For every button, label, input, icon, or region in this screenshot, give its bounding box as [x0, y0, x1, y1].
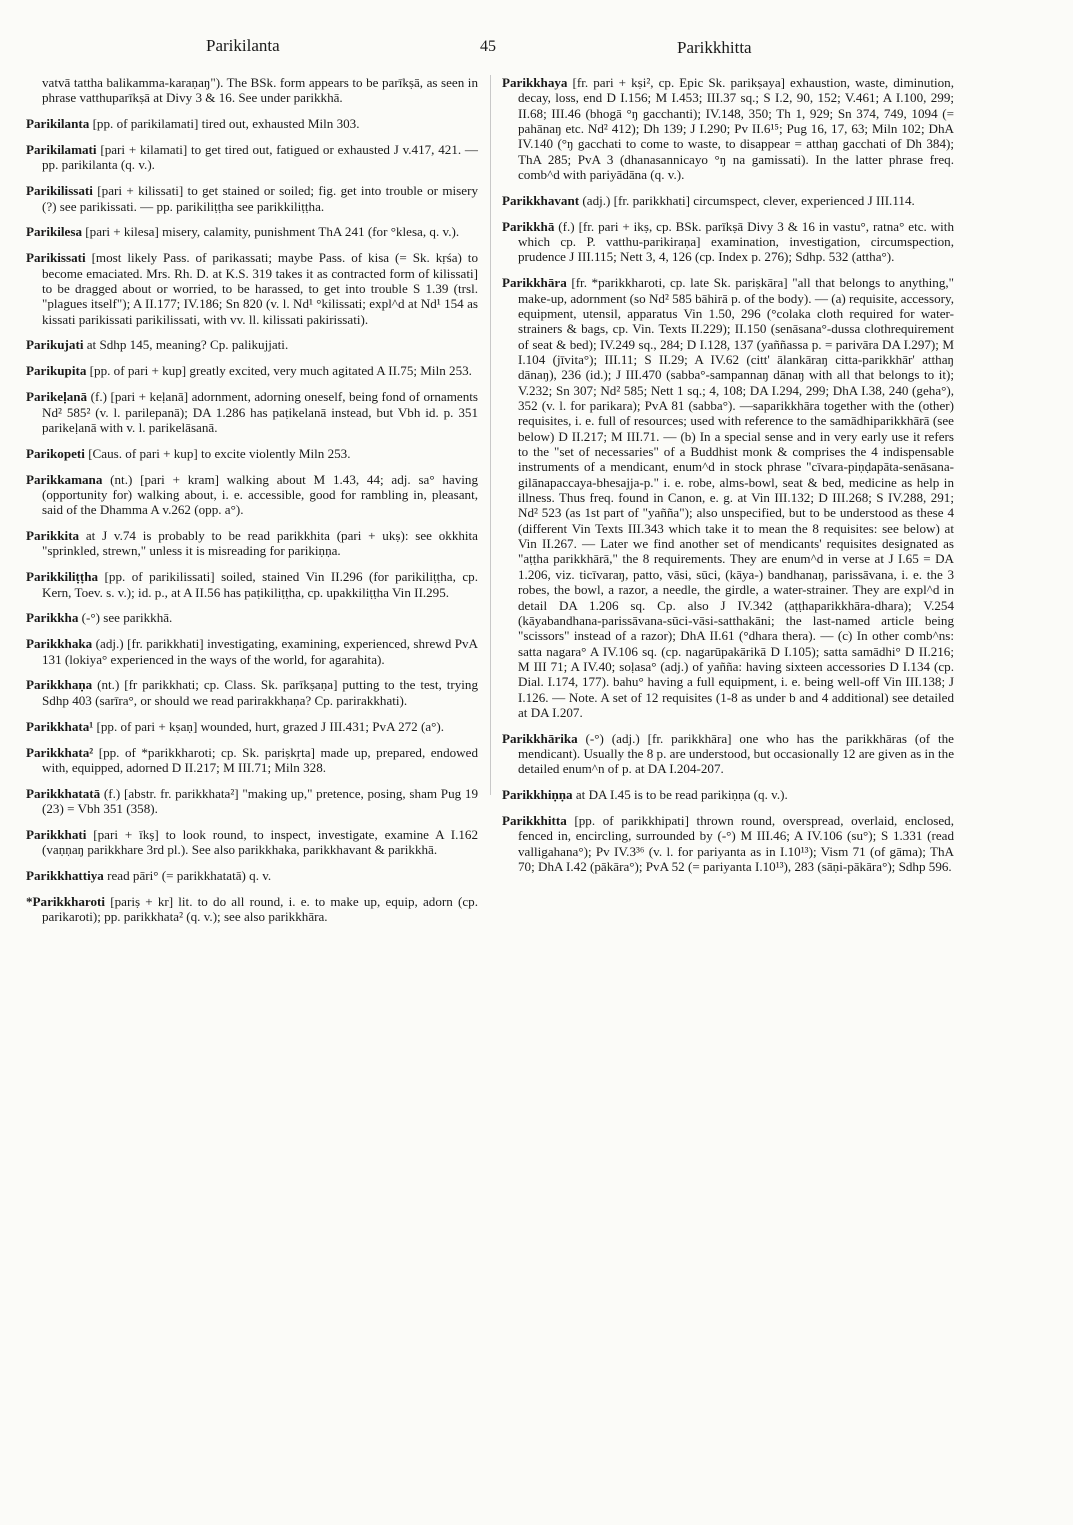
entry-headword: Parikkha [26, 610, 79, 626]
entry-headword: Parikkhitta [502, 813, 567, 829]
entry-headword: Parikopeti [26, 445, 85, 461]
dictionary-entry [26, 636, 478, 667]
entry-definition: (f.) [abstr. fr. parikkhata²] "making up," pretence, posing, sham Pug 19 (23) = Vbh 351 (358). [42, 785, 478, 817]
entry-definition: (f.) [fr. pari + ikṣ, cp. BSk. parīkṣā Divy 3 & 16 in vastu°, ratna° etc. with which cp. P. vatthu-parikiraṇa] examination, investigation, circumspection, prudence J III.115; Nett 3, 4, 126 (cp. Index p. 276); Sdhp. 532 (attha°). [518, 218, 954, 265]
entry-definition: (nt.) [fr parikkhati; cp. Class. Sk. parīkṣaṇa] putting to the test, trying Sdhp 403 (sarīra°, or should we read parirakkhaṇa? Cp. parirakkhati). [42, 677, 478, 708]
entry-headword: Parikkhaṇa [26, 677, 93, 693]
dictionary-entry [502, 731, 954, 777]
entry-definition: (-°) see parikkhā. [78, 610, 173, 626]
entry-headword: Parikupita [26, 363, 87, 379]
dictionary-entry [502, 193, 954, 208]
dictionary-entry [26, 250, 478, 327]
entry-definition: at Sdhp 145, meaning? Cp. palikujjati. [83, 337, 289, 353]
entry-headword: Parikkiliṭṭha [26, 569, 99, 585]
dictionary-entry [26, 528, 478, 559]
dictionary-entry [26, 868, 478, 883]
entry-definition: [pp. of *parikkharoti; cp. Sk. pariṣkṛta] made up, prepared, endowed with, equipped, adorned D II.217; M III.71; Miln 328. [42, 744, 478, 775]
entry-definition: [pari + kilissati] to get stained or soiled; fig. get into trouble or misery (?) see parikissati. — pp. parikiliṭṭha see parikkiliṭṭha. [42, 183, 478, 214]
entry-definition: [pp. of pari + kup] greatly excited, very much agitated A II.75; Miln 253. [86, 363, 472, 379]
entry-headword: *Parikkharoti [26, 893, 106, 909]
entry-headword: Parikkita [26, 528, 80, 544]
entry-definition: (adj.) [fr. parikkhati] investigating, examining, experienced, shrewd PvA 131 (lokiya° experienced in the ways of the world, for agarahita). [42, 636, 478, 667]
entry-definition: [pari + īkṣ] to look round, to inspect, investigate, examine A I.162 (vaṇṇaŋ parikkhare 3rd pl.). See also parikkhaka, parikkhavant & parikkhā. [42, 826, 478, 858]
entry-headword: Parikeḷanā [26, 389, 88, 405]
dictionary-entry [502, 787, 954, 802]
dictionary-entry [26, 446, 478, 461]
entry-definition: [fr. *parikkharoti, cp. late Sk. pariṣkāra] "all that belongs to anything," make-up, adornment (so Nd² 585 bāhirā p. of the body). — (a) requisite, accessory, equipment, utensil, apparatus Vin 1.50, 296 (°colaka cloth required for water-strainers & bags, cp. Vin. Texts II.229); II.150 (senāsana°-dussa clothrequirement of seat & bed); IV.249 sq., 284; D I.128, 137 (yaññassa p. = parivāra DA I.297); M I.104 (jīvita°); III.11; S II.29; A IV.62 (citt' ālankāraŋ citta-parikkhār' atthaŋ dānaŋ), 236 (id.); J III.470 (sabba°-sampannaŋ dānaŋ with all that belongs to it); V.232; Sn 307; Nd² 585; Nett 1 sq.; 4, 108; DA I.294, 299; DhA I.38, 240 (geha°), 352 (v. l. for parikara); PvA 81 (sabba°). —saparikkhāra together with the (other) requisites, i. e. full of resources; used with reference to the samādhiparikkhārā (see below) D II.217; M III.71. — (b) In a special sense and in very early use it refers to the "set of necessaries" of a Buddhist monk & comprises the 4 indispensable instruments of a mendicant, enum^d in stock phrase "cīvara-piṇḍapāta-senāsana-gilānapaccaya-bhesajja-p." i. e. robe, alms-bowl, seat & bed, medicine as help in illness. Thus freq. found in Canon, e. g. at Vin III.132; D III.268; S IV.288, 291; Nd² 523 (as 1st part of "yañña"); also unspecified, but to be understood as these 4 (different Vin Texts III.343 which take it to mean the 8 requisites: see below) at Vin II.267. — Later we find another set of mendicants' requisites designated as "aṭṭha parikkhārā," the 8 requirements. They are enum^d in verse at J I.65 = DA 1.206, viz. ticīvaraŋ, patto, vāsi, sūci, (kāya-) bandhanaŋ, parissāvana, i. e. the 3 robes, the bowl, a razor, a needle, the girdle, a water-strainer. They are expl^d in detail DA 1.206 sq. Cp. also J IV.342 (aṭṭhaparikkhāra-dhara); V.254 (kāyabandhana-parissāvana-sūci-vāsi-satthakāni; the last-named article being "scissors" instead of a razor); DhA II.61 (°dhara thera). — (c) In other comb^ns: satta nagara° A IV.106 sq. (cp. nagarūpakārikā D I.105); satta samādhi° D II.216; M III 71; A IV.40; soḷasa° (adj.) of yañña: having sixteen accessories D I.134 (cp. Dial. I.174, 177). bahu° having a full equipment, i. e. being well-off Vin III.138; J I.126. — Note. A set of 12 requisites (1-8 as under b and 4 additional) see detailed at DA I.207. [518, 275, 954, 720]
dictionary-entry [502, 219, 954, 265]
dictionary-entry [26, 363, 478, 378]
header-first-word: Parikilanta [206, 36, 280, 55]
entry-definition: [most likely Pass. of parikassati; maybe Pass. of kisa (= Sk. kṛśa) to become emaciated. Mrs. Rh. D. at K.S. 319 takes it as contracted form of kilissati] to be dragged about or worried, to be harassed, to get into trouble S 1.39 (trsl. "plagues itself"); A II.177; IV.186; Sn 820 (v. l. Nd¹ °kilissati; expl^d at Nd¹ 154 as kissati parikissati parikilissati, with vv. ll. kilissati pakirissati). [42, 250, 478, 327]
dictionary-entry [26, 183, 478, 214]
entry-definition: [pp. of parikkhipati] thrown round, overspread, overlaid, enclosed, fenced in, encircling, surrounded by (-°) M III.46; A IV.106 (su°); S 1.331 (read valligahana°); Pv IV.3³⁶ (v. l. for pariyanta as in I.10¹³); Vism 71 (of gāma); ThA 70; DhA I.42 (pākāra°); PvA 52 (= pariyanta I.10¹³), 283 (sāṇi-pākāra°); Sdhp 596. [518, 813, 954, 875]
dictionary-entry [502, 75, 954, 182]
entry-headword: Parikilesa [26, 224, 83, 240]
entry-headword: Parikkhārika [502, 730, 578, 746]
dictionary-entry [26, 389, 478, 435]
dictionary-entry [26, 142, 478, 173]
entry-headword: Parikkhāra [502, 275, 567, 291]
entry-headword: Parikkhavant [502, 192, 580, 208]
right-column [502, 75, 954, 885]
entry-definition: at J v.74 is probably to be read parikkhita (pari + ukṣ): see okkhita "sprinkled, strewn," unless it is misreading for parikiṇṇa. [42, 528, 478, 559]
entry-definition: (-°) (adj.) [fr. parikkhāra] one who has the parikkhāras (of the mendicant). Usually the 8 p. are understood, but occasionally 12 are given as in the detailed enum^n of p. at DA I.204-207. [518, 730, 954, 777]
entry-definition: [pari + kilamati] to get tired out, fatigued or exhausted J v.417, 421. — pp. parikilanta (q. v.). [42, 142, 478, 173]
entry-definition: vatvā tattha balikamma-karaṇaŋ"). The BSk. form appears to be parīkṣā, as seen in phrase vatthuparīkṣā at Divy 3 & 16. See under parikkhā. [42, 75, 478, 106]
entry-headword: Parikilamati [26, 142, 97, 158]
entry-definition: [Caus. of pari + kup] to excite violently Miln 253. [84, 445, 351, 461]
dictionary-entry [26, 827, 478, 858]
entry-headword: Parikkhaya [502, 75, 568, 90]
entry-headword: Parikissati [26, 250, 86, 266]
entry-headword: Parikkhattiya [26, 868, 104, 884]
dictionary-entry [26, 337, 478, 352]
entry-definition: (adj.) [fr. parikkhati] circumspect, clever, experienced J III.114. [579, 192, 915, 208]
header-last-word: Parikkhitta [677, 38, 752, 57]
entry-definition: [pp. of pari + kṣaṇ] wounded, hurt, grazed J III.431; PvA 272 (a°). [93, 718, 445, 734]
dictionary-entry [26, 719, 478, 734]
entry-headword: Parikkhatatā [26, 785, 101, 801]
entry-definition: at DA I.45 is to be read parikiṇṇa (q. v.). [572, 787, 788, 803]
running-header [0, 30, 1073, 62]
entry-headword: Parikkhiṇṇa [502, 787, 573, 803]
dictionary-entry [26, 472, 478, 518]
entry-definition: (nt.) [pari + kram] walking about M 1.43, 44; adj. sa° having (opportunity for) walking about, i. e. accessible, good for rambling in, pleasant, said of the Dhamma A v.262 (opp. a°). [42, 471, 478, 518]
column-divider [490, 75, 491, 795]
entry-headword: Parikkhata² [26, 744, 94, 760]
entry-headword: Parikkamana [26, 471, 103, 487]
dictionary-entry [26, 745, 478, 776]
dictionary-entry [26, 116, 478, 131]
dictionary-entry [26, 569, 478, 600]
entry-headword: Parikkhata¹ [26, 718, 94, 734]
entry-definition: [pariṣ + kr] lit. to do all round, i. e. to make up, equip, adorn (cp. parikaroti); pp. parikkhata² (q. v.); see also parikkhāra. [42, 893, 478, 925]
dictionary-entry [26, 610, 478, 625]
entry-headword: Parikilanta [26, 116, 90, 132]
entry-headword: Parikkhati [26, 826, 87, 842]
entry-definition: (f.) [pari + keḷanā] adornment, adorning oneself, being fond of ornaments Nd² 585² (v. l. parilepanā); DA 1.286 has paṭikelanā instead, but Vbh id. p. 351 parikeḷanā with v. l. parikelāsanā. [42, 389, 478, 435]
entry-headword: Parikkhaka [26, 636, 93, 652]
entry-definition: [pp. of parikilamati] tired out, exhausted Miln 303. [89, 116, 360, 132]
entry-definition: read pāri° (= parikkhatatā) q. v. [103, 868, 272, 884]
dictionary-entry [502, 275, 954, 720]
left-column [26, 75, 478, 935]
entry-continuation [26, 75, 478, 106]
entry-headword: Parikujati [26, 337, 84, 353]
dictionary-entry [26, 677, 478, 708]
entry-headword: Parikkhā [502, 218, 555, 234]
dictionary-entry [26, 894, 478, 925]
page-number: 45 [480, 38, 496, 55]
entry-definition: [pari + kilesa] misery, calamity, punishment ThA 241 (for °klesa, q. v.). [82, 224, 460, 240]
entry-definition: [pp. of parikilissati] soiled, stained Vin II.296 (for parikiliṭṭha, cp. Kern, Toev. s. v.); id. p., at A II.56 has paṭikiliṭṭha, cp. upakkiliṭṭha Vin II.295. [42, 569, 478, 600]
entry-headword: Parikilissati [26, 183, 93, 199]
entry-definition: [fr. pari + kṣi², cp. Epic Sk. parikṣaya] exhaustion, waste, diminution, decay, loss, end D I.156; M I.453; III.37 sq.; S I.2, 90, 152; V.461; A I.100, 299; II.68; III.46 (bhogā °ŋ gacchanti); IV.148, 350; Th 1, 929; Sn 374, 749, 1094 (= pahānaŋ etc. Nd² 412); Dh 139; J I.290; Pv II.6¹⁵; Pug 16, 17, 63; Miln 102; DhA IV.140 (°ŋ gacchati to come to waste, to disappear = atthaŋ gacchati of Dh 384); ThA 285; PvA 3 (dhanasannicayo °ŋ na gamissati). In the latter phrase freq. comb^d with pariyādāna (q. v.). [518, 75, 954, 183]
dictionary-entry [26, 786, 478, 817]
dictionary-entry [502, 813, 954, 874]
dictionary-entry [26, 224, 478, 239]
